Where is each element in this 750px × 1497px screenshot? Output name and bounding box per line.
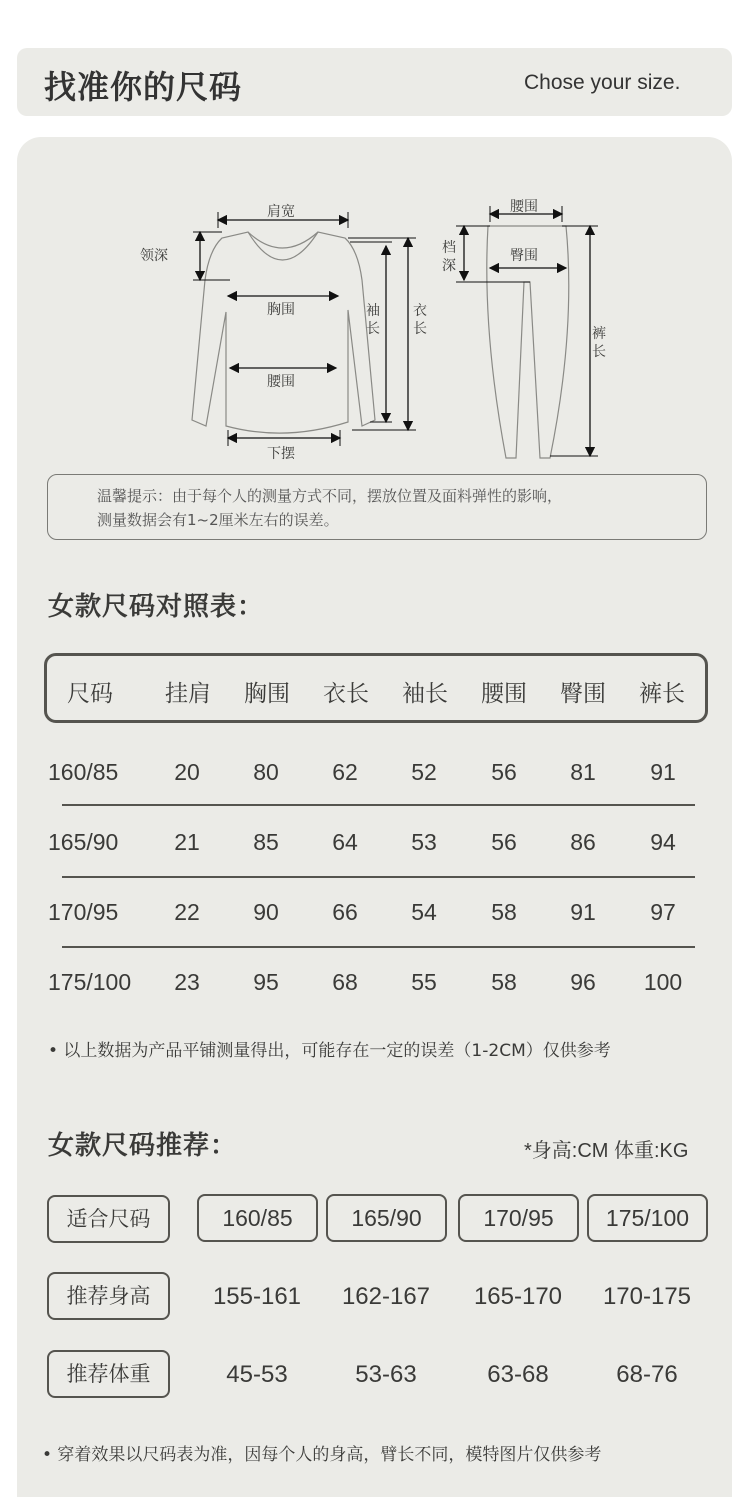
th-waist: 腰围 [481, 681, 527, 707]
page-subtitle: Chose your size. [524, 71, 681, 94]
weight-value: 68-76 [616, 1361, 678, 1388]
table-cell: 81 [570, 759, 596, 785]
label-rise-1: 档 [442, 240, 456, 256]
size-option: 175/100 [587, 1194, 708, 1242]
height-value: 170-175 [602, 1283, 692, 1310]
page-title: 找准你的尺码 [44, 68, 243, 106]
table-cell: 160/85 [48, 759, 119, 785]
th-sleeve: 袖长 [402, 681, 448, 707]
table-cell: 55 [411, 969, 437, 995]
weight-value: 53-63 [355, 1361, 417, 1388]
table-cell: 66 [332, 899, 358, 925]
note-line-2: 测量数据会有1~2厘米左右的误差。 [97, 511, 339, 529]
height-label: 推荐身高 [47, 1272, 170, 1320]
table-cell: 56 [491, 759, 517, 785]
row-divider [62, 804, 695, 806]
table-cell: 52 [411, 759, 437, 785]
unit-note: *身高:CM 体重:KG [524, 1140, 689, 1162]
label-waist: 腰围 [267, 374, 295, 390]
height-value: 165-170 [473, 1283, 563, 1310]
size-option: 165/90 [326, 1194, 447, 1242]
table-cell: 58 [491, 969, 517, 995]
label-sleeve-1: 袖 [366, 303, 380, 319]
size-option: 160/85 [197, 1194, 318, 1242]
recommend-title: 女款尺码推荐： [48, 1131, 238, 1161]
table-cell: 96 [570, 969, 596, 995]
size-table-title: 女款尺码对照表： [48, 592, 265, 622]
note-line-1: 温馨提示：由于每个人的测量方式不同，摆放位置及面料弹性的影响， [97, 487, 563, 505]
size-label: 适合尺码 [47, 1195, 170, 1243]
label-pants-length-1: 裤 [592, 326, 606, 342]
weight-label: 推荐体重 [47, 1350, 170, 1398]
label-pants-length-2: 长 [592, 344, 606, 360]
label-sleeve-2: 长 [366, 321, 380, 337]
table-cell: 91 [570, 899, 596, 925]
table-cell: 94 [650, 829, 676, 855]
recommend-footnote: • 穿着效果以尺码表为准，因每个人的身高，臂长不同，模特图片仅供参考 [42, 1445, 602, 1465]
weight-value: 45-53 [226, 1361, 288, 1388]
measurement-diagram [130, 190, 630, 470]
th-length: 衣长 [323, 681, 369, 707]
table-cell: 56 [491, 829, 517, 855]
row-divider [62, 876, 695, 878]
table-cell: 21 [174, 829, 200, 855]
table-cell: 86 [570, 829, 596, 855]
th-pants-length: 裤长 [639, 681, 685, 707]
th-hip: 臀围 [560, 681, 606, 707]
table-cell: 58 [491, 899, 517, 925]
th-chest: 胸围 [244, 681, 290, 707]
label-rise-2: 深 [442, 258, 456, 274]
table-cell: 80 [253, 759, 279, 785]
table-cell: 175/100 [48, 969, 132, 995]
height-value: 162-167 [341, 1283, 431, 1310]
th-size: 尺码 [67, 681, 113, 707]
weight-value: 63-68 [487, 1361, 549, 1388]
label-shoulder: 肩宽 [267, 204, 295, 220]
label-chest: 胸围 [267, 302, 295, 318]
note-text [97, 484, 562, 532]
table-cell: 22 [174, 899, 200, 925]
th-armhole: 挂肩 [165, 681, 211, 707]
table-cell: 100 [643, 969, 683, 995]
size-table-footnote: • 以上数据为产品平铺测量得出，可能存在一定的误差（1-2CM）仅供参考 [48, 1041, 611, 1061]
table-cell: 95 [253, 969, 279, 995]
label-length-2: 长 [413, 321, 427, 337]
row-divider [62, 946, 695, 948]
label-length-1: 衣 [413, 303, 427, 319]
table-cell: 53 [411, 829, 437, 855]
table-cell: 170/95 [48, 899, 119, 925]
table-cell: 91 [650, 759, 676, 785]
label-neck-depth: 领深 [140, 248, 168, 264]
height-value: 155-161 [212, 1283, 302, 1310]
label-pants-waist: 腰围 [510, 199, 538, 215]
table-cell: 85 [253, 829, 279, 855]
size-option: 170/95 [458, 1194, 579, 1242]
table-cell: 68 [332, 969, 358, 995]
label-hip: 臀围 [510, 248, 538, 264]
table-cell: 97 [650, 899, 676, 925]
top-garment-outline [192, 232, 375, 433]
label-hem: 下摆 [267, 446, 295, 462]
table-cell: 23 [174, 969, 200, 995]
table-cell: 54 [411, 899, 437, 925]
table-cell: 20 [174, 759, 200, 785]
table-cell: 90 [253, 899, 279, 925]
table-cell: 62 [332, 759, 358, 785]
table-cell: 165/90 [48, 829, 119, 855]
table-cell: 64 [332, 829, 358, 855]
